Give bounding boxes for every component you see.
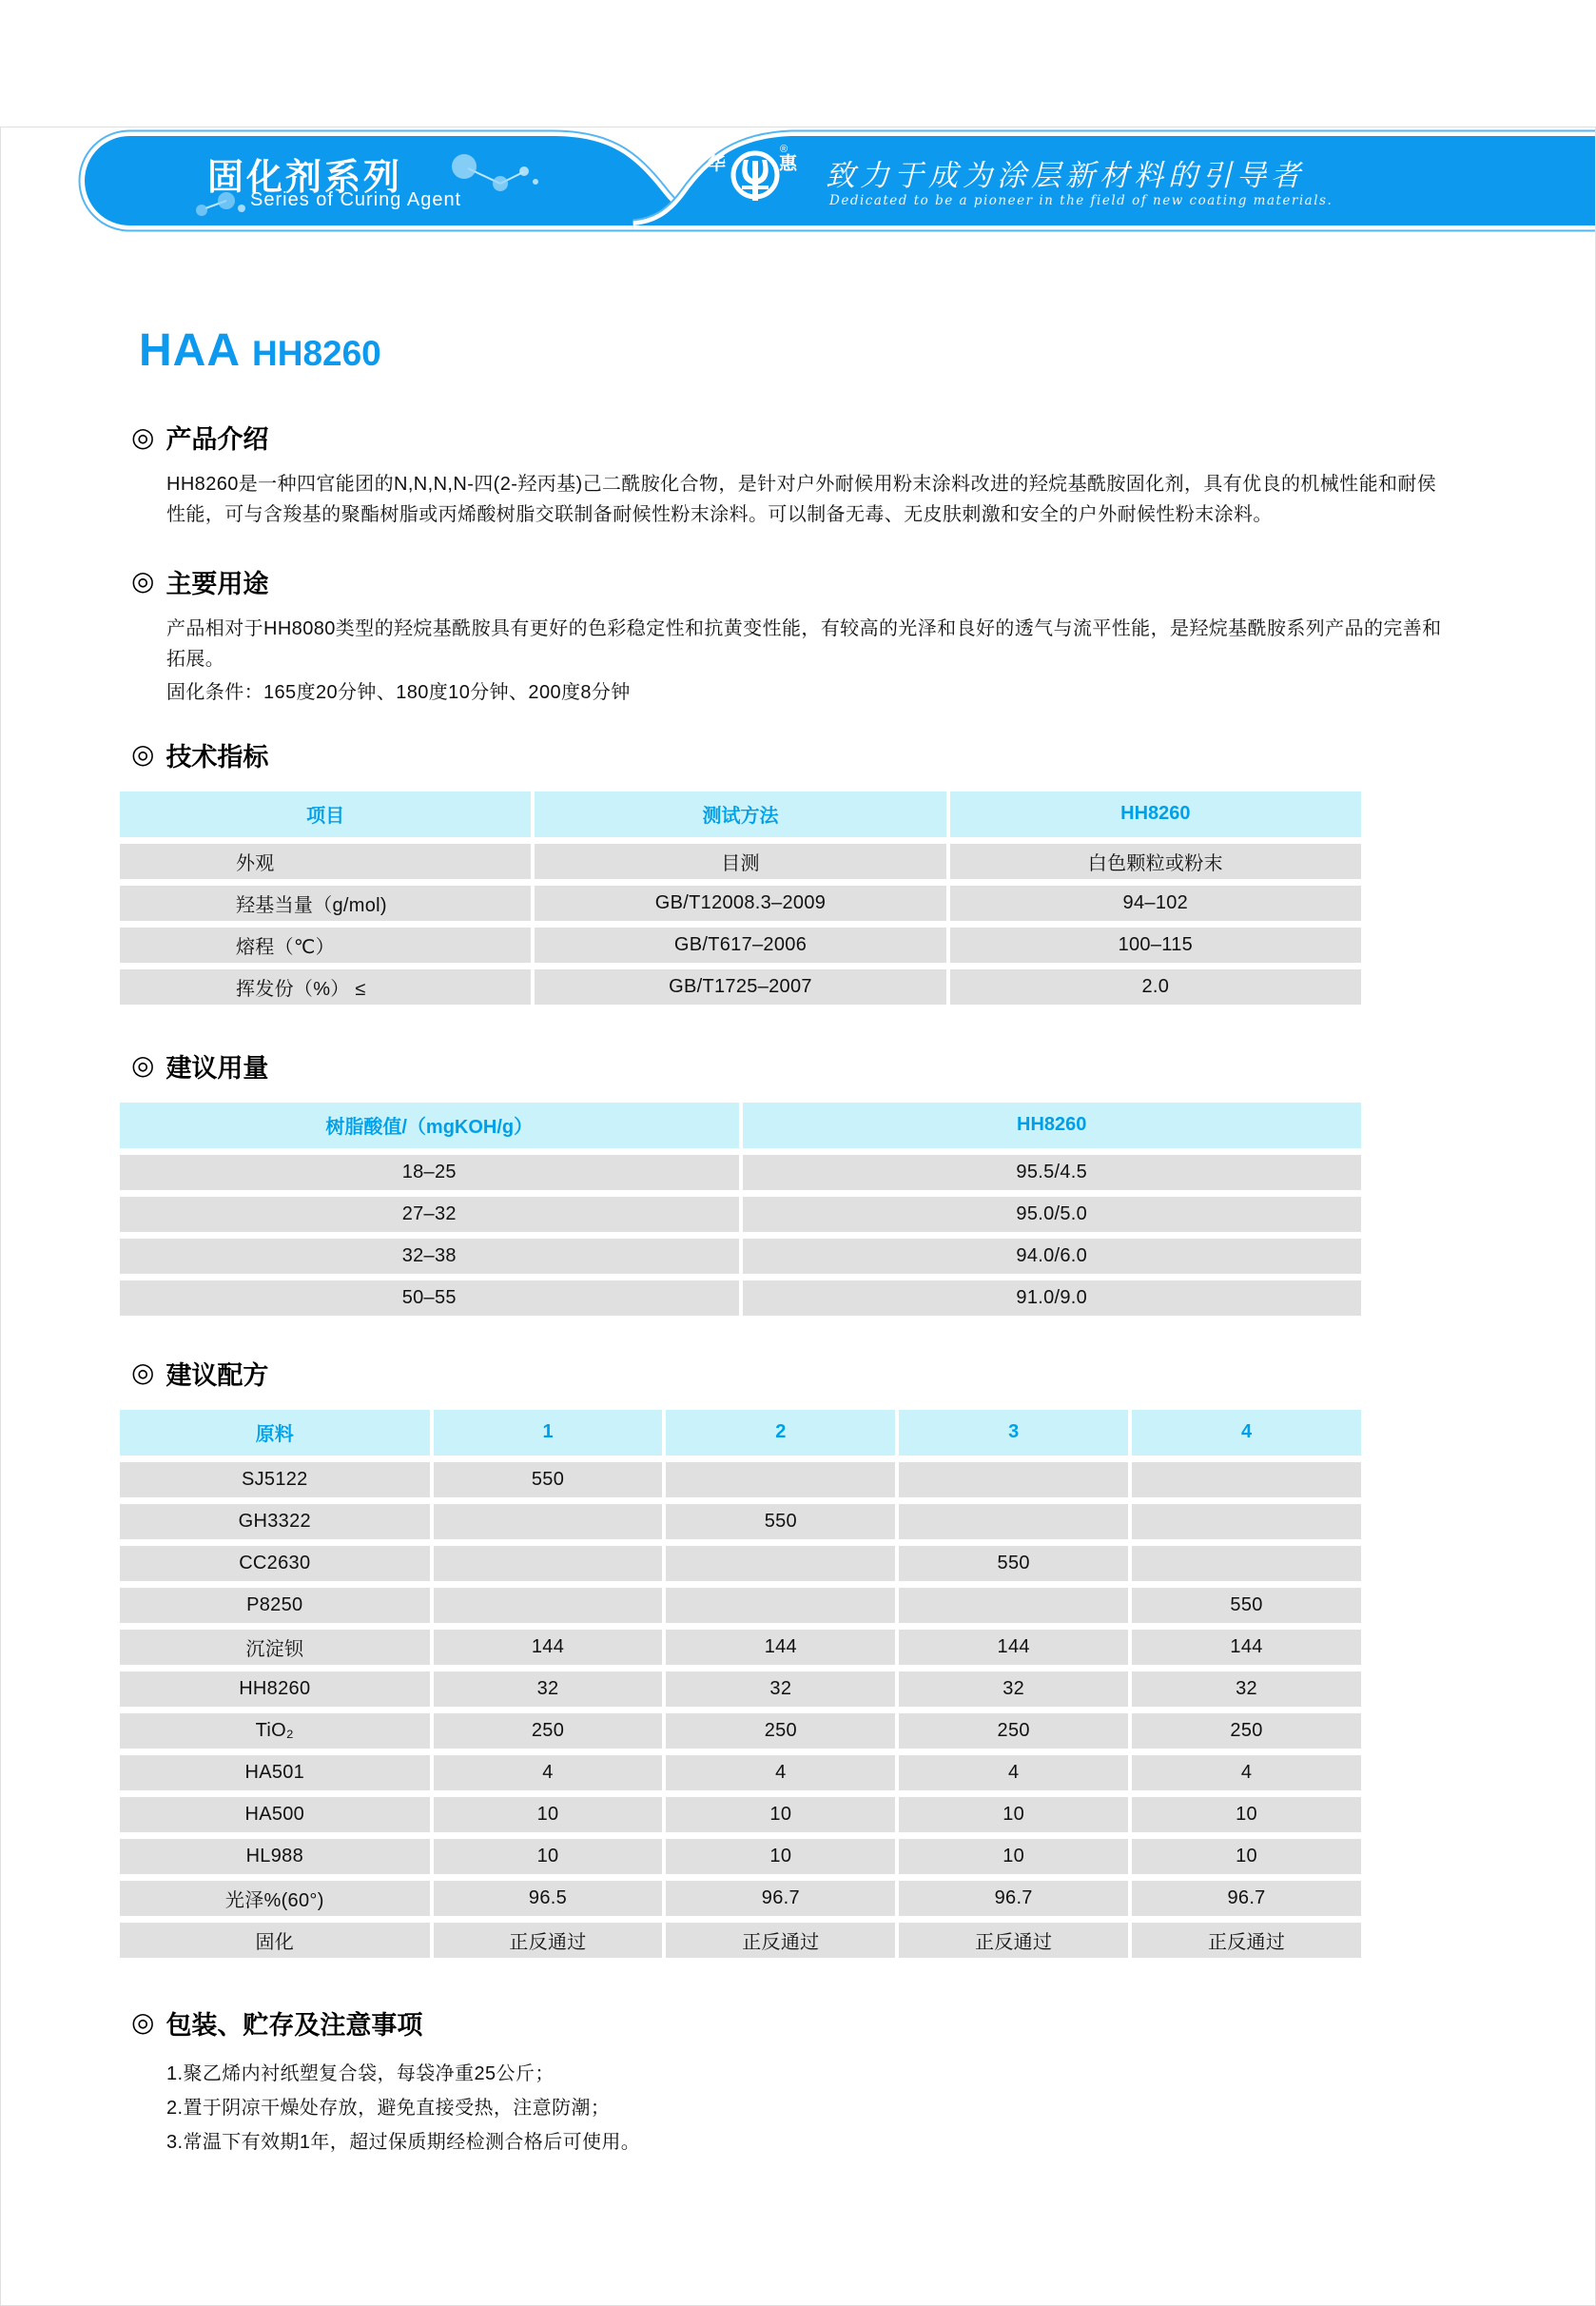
table-cell: 96.5 <box>434 1881 663 1916</box>
section-heading-packaging <box>131 2004 1501 2042</box>
table-cell: 4 <box>666 1755 895 1790</box>
table-cell <box>666 1546 895 1581</box>
table-cell <box>434 1504 663 1539</box>
table-cell: 95.5/4.5 <box>743 1155 1362 1190</box>
table-cell: 550 <box>434 1462 663 1497</box>
column-header: 1 <box>434 1410 663 1456</box>
table-row <box>120 1630 1361 1665</box>
slogan-en: Dedicated to be a pioneer in the field of new coating materials. <box>829 193 1333 208</box>
section-bullet-icon: ◎ <box>131 739 155 770</box>
table-cell: 144 <box>899 1630 1128 1665</box>
table-cell: 94–102 <box>950 886 1361 921</box>
table-cell: 32 <box>899 1671 1128 1707</box>
table-row <box>120 969 1361 1005</box>
section-heading-label: 建议用量 <box>165 1053 269 1083</box>
header-banner <box>76 127 1596 233</box>
table-cell: 熔程（℃） <box>120 928 531 963</box>
table-cell: 144 <box>434 1630 663 1665</box>
note-item: 3.常温下有效期1年，超过保质期经检测合格后可使用。 <box>166 2131 641 2153</box>
table-cell: 白色颗粒或粉末 <box>950 844 1361 879</box>
table-cell <box>899 1462 1128 1497</box>
section-heading-intro <box>131 419 1501 456</box>
table-cell: GH3322 <box>120 1504 430 1539</box>
table-cell: 550 <box>666 1504 895 1539</box>
table-cell: 91.0/9.0 <box>743 1280 1362 1316</box>
table-row <box>120 1462 1361 1497</box>
table-header-row <box>120 791 1361 837</box>
column-header: HH8260 <box>950 791 1361 837</box>
table-cell: 4 <box>899 1755 1128 1790</box>
table-cell: 10 <box>899 1839 1128 1874</box>
table-row <box>120 1797 1361 1832</box>
table-cell: P8250 <box>120 1588 430 1623</box>
dosage-table <box>116 1096 1365 1322</box>
table-cell: 4 <box>434 1755 663 1790</box>
table-cell <box>1132 1462 1361 1497</box>
section-heading-dosage <box>131 1047 1501 1085</box>
product-code: HH8260 <box>252 334 381 373</box>
table-cell: 目测 <box>535 844 945 879</box>
section-bullet-icon: ◎ <box>131 566 155 596</box>
table-cell <box>1132 1546 1361 1581</box>
table-cell: 250 <box>899 1713 1128 1749</box>
table-cell: 32 <box>666 1671 895 1707</box>
table-cell: 挥发份（%） ≤ <box>120 969 531 1005</box>
table-cell <box>434 1546 663 1581</box>
table-cell: 18–25 <box>120 1155 739 1190</box>
table-row <box>120 1504 1361 1539</box>
section-heading-label: 技术指标 <box>165 742 269 772</box>
table-cell: 10 <box>434 1839 663 1874</box>
section-heading-label: 包装、贮存及注意事项 <box>165 2010 423 2040</box>
column-header: 项目 <box>120 791 531 837</box>
table-cell: HH8260 <box>120 1671 430 1707</box>
table-header-row <box>120 1410 1361 1456</box>
slogan-cn: 致力于成为涂层新材料的引导者 <box>826 159 1305 193</box>
table-cell: 10 <box>666 1839 895 1874</box>
table-cell: 4 <box>1132 1755 1361 1790</box>
table-row <box>120 1713 1361 1749</box>
table-cell: 2.0 <box>950 969 1361 1005</box>
packaging-notes <box>166 2057 1501 2159</box>
table-cell: HA501 <box>120 1755 430 1790</box>
table-row <box>120 928 1361 963</box>
section-bullet-icon: ◎ <box>131 421 155 452</box>
table-cell: 94.0/6.0 <box>743 1239 1362 1274</box>
table-row <box>120 1546 1361 1581</box>
note-item: 1.聚乙烯内衬纸塑复合袋，每袋净重25公斤； <box>166 2062 555 2084</box>
table-cell: 10 <box>899 1797 1128 1832</box>
table-row <box>120 1280 1361 1316</box>
table-row <box>120 1923 1361 1958</box>
table-cell: 550 <box>899 1546 1128 1581</box>
column-header: 2 <box>666 1410 895 1456</box>
table-row <box>120 1839 1361 1874</box>
registered-mark: ® <box>780 144 788 155</box>
table-cell: 10 <box>1132 1797 1361 1832</box>
logo-left-char: 华 <box>708 154 727 174</box>
table-cell: 144 <box>1132 1630 1361 1665</box>
table-cell: 外观 <box>120 844 531 879</box>
note-item: 2.置于阴凉干燥处存放，避免直接受热，注意防潮； <box>166 2097 611 2119</box>
table-cell: 96.7 <box>899 1881 1128 1916</box>
table-cell <box>899 1588 1128 1623</box>
table-row <box>120 1881 1361 1916</box>
section-heading-formula <box>131 1355 1501 1392</box>
product-family: HAA <box>139 325 241 376</box>
table-cell: HA500 <box>120 1797 430 1832</box>
table-cell <box>666 1588 895 1623</box>
column-header: HH8260 <box>743 1103 1362 1148</box>
table-cell: 32 <box>1132 1671 1361 1707</box>
column-header: 3 <box>899 1410 1128 1456</box>
section-heading-label: 主要用途 <box>165 569 269 598</box>
specs-table <box>116 785 1365 1011</box>
table-cell <box>434 1588 663 1623</box>
table-cell: 250 <box>1132 1713 1361 1749</box>
series-title-en: Series of Curing Agent <box>250 189 462 210</box>
table-cell: 正反通过 <box>666 1923 895 1958</box>
column-header: 测试方法 <box>535 791 945 837</box>
section-heading-usage <box>131 563 1501 600</box>
section-bullet-icon: ◎ <box>131 2007 155 2038</box>
table-cell: 96.7 <box>1132 1881 1361 1916</box>
table-cell: 250 <box>666 1713 895 1749</box>
table-cell: 144 <box>666 1630 895 1665</box>
table-cell: 50–55 <box>120 1280 739 1316</box>
table-cell: 10 <box>1132 1839 1361 1874</box>
table-cell: 32 <box>434 1671 663 1707</box>
table-cell: GB/T12008.3–2009 <box>535 886 945 921</box>
table-cell: GB/T617–2006 <box>535 928 945 963</box>
section-bullet-icon: ◎ <box>131 1050 155 1081</box>
table-cell: 96.7 <box>666 1881 895 1916</box>
section-bullet-icon: ◎ <box>131 1358 155 1388</box>
page-title <box>139 324 1501 377</box>
page-content <box>95 324 1501 2159</box>
table-cell: GB/T1725–2007 <box>535 969 945 1005</box>
table-cell <box>1132 1504 1361 1539</box>
formula-table <box>116 1403 1365 1964</box>
table-row <box>120 1588 1361 1623</box>
usage-paragraph: 产品相对于HH8080类型的羟烷基酰胺具有更好的色彩稳定性和抗黄变性能，有较高的光泽和良好的透气与流平性能，是羟烷基酰胺系列产品的完善和拓展。 <box>166 617 1442 671</box>
table-cell: 羟基当量（g/mol) <box>120 886 531 921</box>
table-row <box>120 844 1361 879</box>
table-cell: TiO₂ <box>120 1713 430 1749</box>
table-cell: 正反通过 <box>434 1923 663 1958</box>
table-header-row <box>120 1103 1361 1148</box>
table-cell: 正反通过 <box>899 1923 1128 1958</box>
table-row <box>120 1197 1361 1232</box>
table-row <box>120 1671 1361 1707</box>
table-cell: 100–115 <box>950 928 1361 963</box>
table-cell: 32–38 <box>120 1239 739 1274</box>
company-logo <box>708 144 798 175</box>
table-cell: HL988 <box>120 1839 430 1874</box>
table-cell: 550 <box>1132 1588 1361 1623</box>
column-header: 原料 <box>120 1410 430 1456</box>
table-cell: 沉淀钡 <box>120 1630 430 1665</box>
table-cell: 光泽%(60°) <box>120 1881 430 1916</box>
table-cell <box>666 1462 895 1497</box>
table-cell: SJ5122 <box>120 1462 430 1497</box>
section-heading-specs <box>131 736 1501 773</box>
table-cell: 95.0/5.0 <box>743 1197 1362 1232</box>
table-row <box>120 1239 1361 1274</box>
table-cell: CC2630 <box>120 1546 430 1581</box>
table-cell: 250 <box>434 1713 663 1749</box>
section-heading-label: 产品介绍 <box>165 425 269 454</box>
table-row <box>120 886 1361 921</box>
series-title-cn: 固化剂系列 <box>207 158 403 198</box>
column-header: 4 <box>1132 1410 1361 1456</box>
section-heading-label: 建议配方 <box>165 1360 269 1390</box>
table-cell: 10 <box>434 1797 663 1832</box>
table-cell: 正反通过 <box>1132 1923 1361 1958</box>
table-cell: 固化 <box>120 1923 430 1958</box>
curing-conditions: 固化条件：165度20分钟、180度10分钟、200度8分钟 <box>166 681 631 703</box>
logo-right-char: 惠 <box>779 154 798 174</box>
table-row <box>120 1755 1361 1790</box>
intro-paragraph: HH8260是一种四官能团的N,N,N,N-四(2-羟丙基)己二酰胺化合物，是针对户外耐候用粉末涂料改进的羟烷基酰胺固化剂，具有优良的机械性能和耐侯性能，可与含羧基的聚酯树脂或丙烯酸树脂交联制备耐候性粉末涂料。可以制备无毒、无皮肤刺激和安全的户外耐候性粉末涂料。 <box>166 474 1437 526</box>
column-header: 树脂酸值/（mgKOH/g） <box>120 1103 739 1148</box>
table-cell: 27–32 <box>120 1197 739 1232</box>
table-cell: 10 <box>666 1797 895 1832</box>
table-row <box>120 1155 1361 1190</box>
table-cell <box>899 1504 1128 1539</box>
